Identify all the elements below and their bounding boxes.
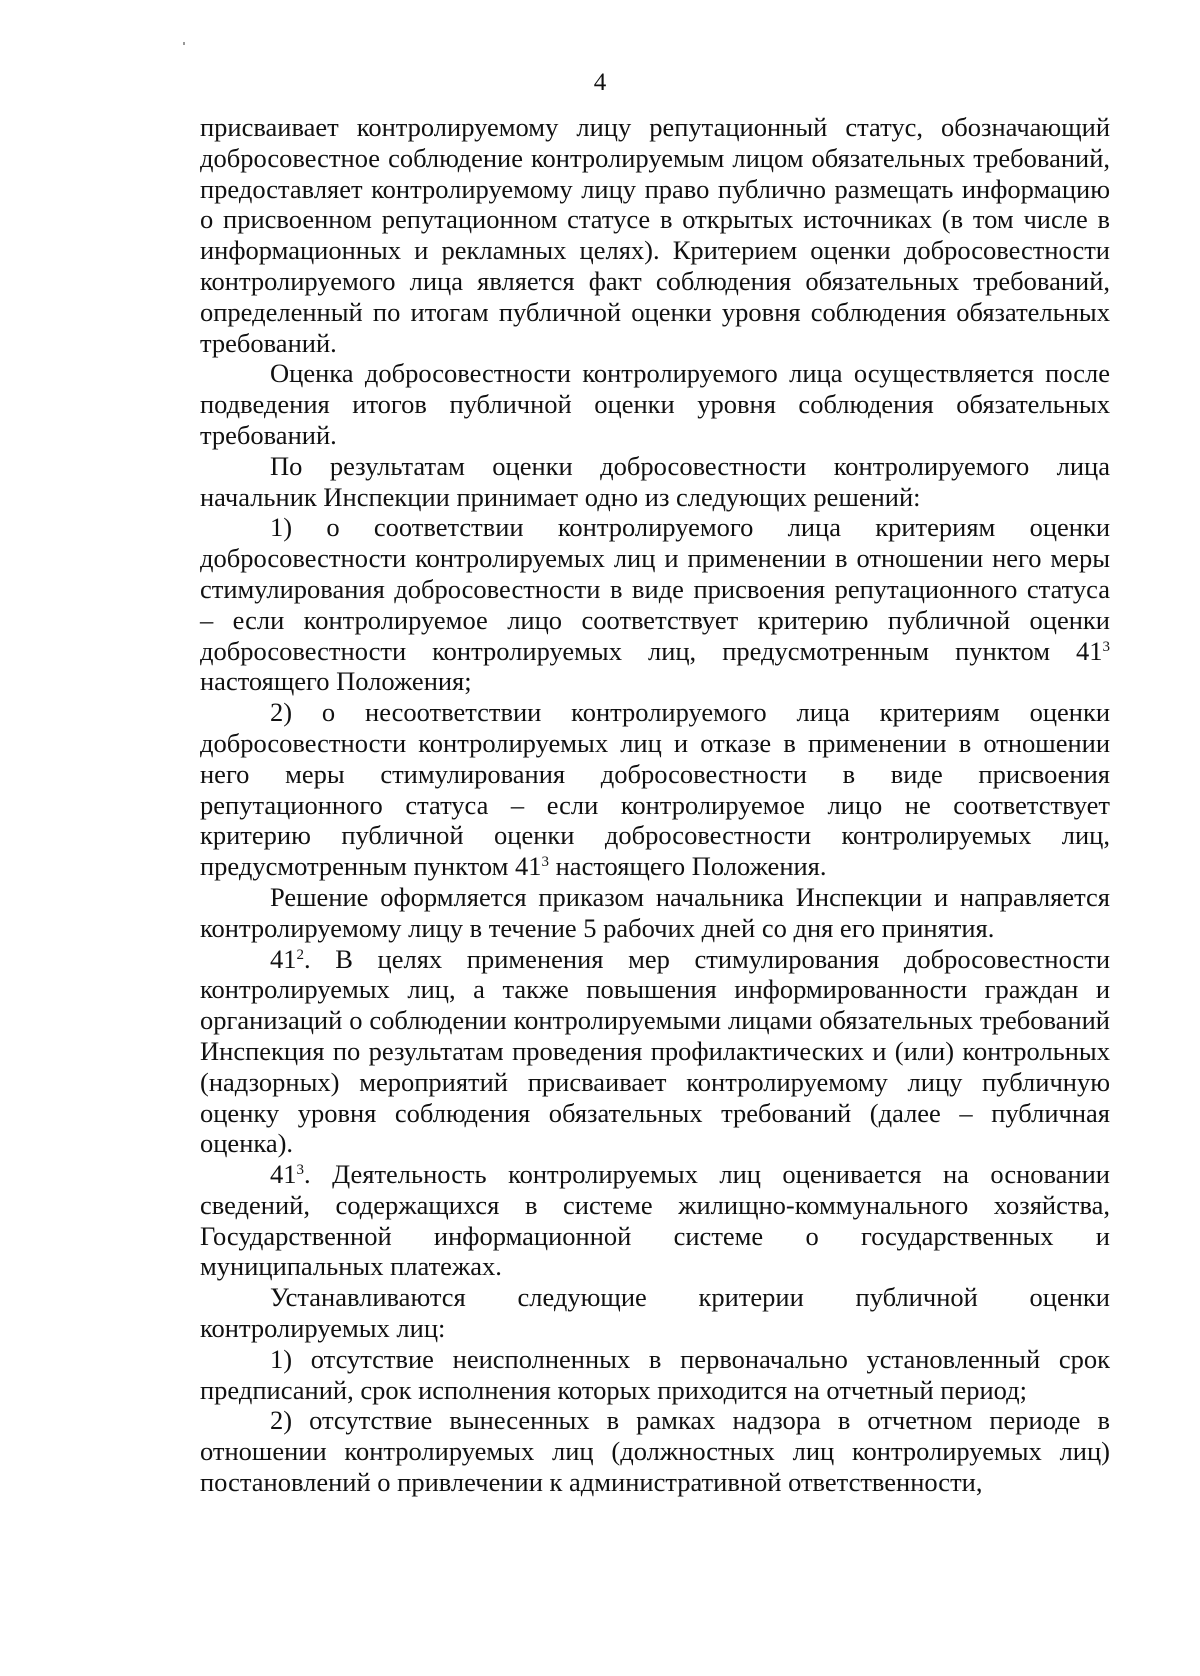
clause-41-2-text: . В целях применения мер стимулирования добросовестности контролируемых лиц, а также повышения информированности граждан и организаций о соблюдении контролируемыми лицами обязательных требований Инспекция по результатам проведения профилактических и (или) контрольных (надзорных) мероприятий присваивает контролируемому лицу публичную оценку уровня соблюдения обязательных требований (далее – публичная оценка). xyxy=(200,943,1110,1159)
clause-41-2-sup: 2 xyxy=(296,946,304,963)
decision-item-1-text: 1) о соответствии контролируемого лица критериям оценки добросовестности контролируемых лиц и применении в отношении него меры стимулирования добросовестности в виде присвоения репутационного статуса – если контролируемое лицо соответствует критерию публичной оценки добросовестности контролируемых лиц, предусмотренным пунктом 41 xyxy=(200,512,1110,666)
paragraph-continuation: присваивает контролируемому лицу репутационный статус, обозначающий добросовестное соблюдение контролируемым лицом обязательных требований, предоставляет контролируемому лицу право публично размещать информацию о присвоенном репутационном статусе в открытых источниках (в том числе в информационных и рекламных целях). Критерием оценки добросовестности контролируемого лица является факт соблюдения обязательных требований, определенный по итогам публичной оценки уровня соблюдения обязательных требований. xyxy=(200,112,1110,358)
clause-41-2 xyxy=(200,944,1110,1160)
page-number: 4 xyxy=(593,69,607,96)
document-body xyxy=(200,112,1110,1498)
clause-41-2-number: 41 xyxy=(270,943,297,974)
clause-41-3-sup: 3 xyxy=(296,1162,304,1179)
decision-item-2 xyxy=(200,697,1110,882)
decision-item-1 xyxy=(200,512,1110,697)
criteria-item-1: 1) отсутствие неисполненных в первоначально установленный срок предписаний, срок исполнения которых приходится на отчетный период; xyxy=(200,1343,1110,1405)
decision-item-2-sup: 3 xyxy=(541,854,549,871)
clause-41-3-text: . Деятельность контролируемых лиц оценивается на основании сведений, содержащихся в системе жилищно-коммунального хозяйства, Государственной информационной системе о государственных и муниципальных платежах. xyxy=(200,1159,1110,1282)
paragraph-decision-order: Решение оформляется приказом начальника Инспекции и направляется контролируемому лицу в течение 5 рабочих дней со дня его принятия. xyxy=(200,881,1110,943)
clause-41-3 xyxy=(200,1159,1110,1282)
decision-item-2-text: 2) о несоответствии контролируемого лица критериям оценки добросовестности контролируемых лиц и отказе в применении в отношении него меры стимулирования добросовестности в виде присвоения репутационного статуса – если контролируемое лицо не соответствует критерию публичной оценки добросовестности контролируемых лиц, предусмотренным пунктом 41 xyxy=(200,697,1110,882)
scan-artifact xyxy=(183,42,185,45)
criteria-item-2: 2) отсутствие вынесенных в рамках надзора в отчетном периоде в отношении контролируемых лиц (должностных лиц контролируемых лиц) постановлений о привлечении к административной ответственности, xyxy=(200,1405,1110,1498)
clause-41-3-number: 41 xyxy=(270,1159,297,1190)
paragraph-assessment-timing: Оценка добросовестности контролируемого лица осуществляется после подведения итогов публичной оценки уровня соблюдения обязательных требований. xyxy=(200,358,1110,450)
paragraph-decisions-intro: По результатам оценки добросовестности контролируемого лица начальник Инспекции принимает одно из следующих решений: xyxy=(200,450,1110,512)
decision-item-1-sup: 3 xyxy=(1102,638,1110,655)
decision-item-2-tail: настоящего Положения. xyxy=(549,851,827,882)
decision-item-1-tail: настоящего Положения; xyxy=(200,666,472,697)
paragraph-criteria-intro: Устанавливаются следующие критерии публичной оценки контролируемых лиц: xyxy=(200,1282,1110,1344)
